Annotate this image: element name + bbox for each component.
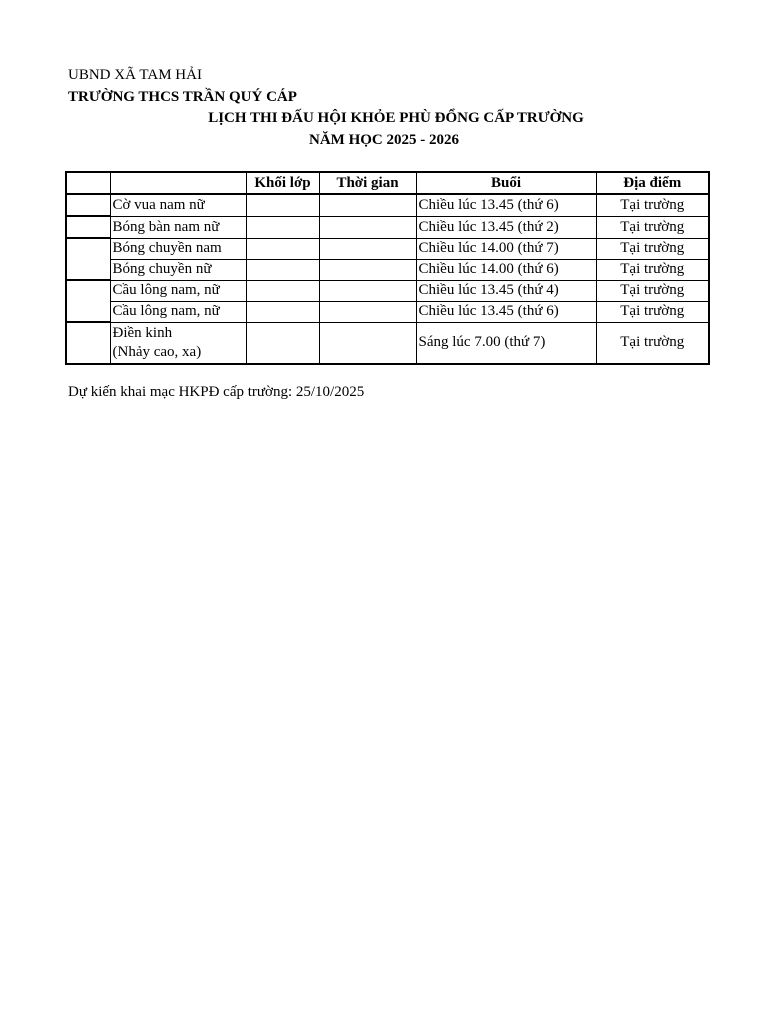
column-header-index bbox=[66, 172, 110, 194]
row-index-cell bbox=[66, 216, 110, 238]
table-row bbox=[66, 301, 709, 322]
column-header-event bbox=[110, 172, 246, 194]
grade-cell bbox=[246, 301, 319, 322]
session-cell: Chiều lúc 13.45 (thứ 2) bbox=[416, 216, 596, 238]
row-index-cell bbox=[66, 238, 110, 259]
event-cell: Bóng chuyền nam bbox=[110, 238, 246, 259]
session-cell: Chiều lúc 14.00 (thứ 6) bbox=[416, 259, 596, 280]
place-cell: Tại trường bbox=[596, 259, 709, 280]
table-row bbox=[66, 194, 709, 216]
column-header-session: Buổi bbox=[416, 172, 596, 194]
time-cell bbox=[319, 216, 416, 238]
session-cell: Sáng lúc 7.00 (thứ 7) bbox=[416, 322, 596, 364]
event-cell: Bóng bàn nam nữ bbox=[110, 216, 246, 238]
event-cell: Cầu lông nam, nữ bbox=[110, 301, 246, 322]
row-index-cell bbox=[66, 194, 110, 216]
place-cell: Tại trường bbox=[596, 216, 709, 238]
time-cell bbox=[319, 280, 416, 301]
grade-cell bbox=[246, 238, 319, 259]
organization-name: UBND XÃ TAM HẢI bbox=[68, 67, 202, 83]
time-cell bbox=[319, 238, 416, 259]
column-header-place: Địa điểm bbox=[596, 172, 709, 194]
row-index-cell bbox=[66, 280, 110, 301]
event-cell: Bóng chuyền nữ bbox=[110, 259, 246, 280]
place-cell: Tại trường bbox=[596, 322, 709, 364]
place-cell: Tại trường bbox=[596, 194, 709, 216]
event-name-line: Điền kinh bbox=[112, 324, 173, 341]
grade-cell bbox=[246, 216, 319, 238]
grade-cell bbox=[246, 322, 319, 364]
table-row bbox=[66, 238, 709, 259]
table-row bbox=[66, 259, 709, 280]
place-cell: Tại trường bbox=[596, 238, 709, 259]
session-cell: Chiều lúc 13.45 (thứ 6) bbox=[416, 194, 596, 216]
table-header-row bbox=[66, 172, 709, 194]
column-header-grade: Khối lớp bbox=[246, 172, 319, 194]
document-title: LỊCH THI ĐẤU HỘI KHỎE PHÙ ĐỔNG CẤP TRƯỜNG bbox=[208, 110, 584, 126]
opening-date-note: Dự kiến khai mạc HKPĐ cấp trường: 25/10/2025 bbox=[68, 384, 365, 400]
schedule-table bbox=[65, 171, 710, 365]
school-year: NĂM HỌC 2025 - 2026 bbox=[309, 132, 459, 148]
session-cell: Chiều lúc 14.00 (thứ 7) bbox=[416, 238, 596, 259]
place-cell: Tại trường bbox=[596, 301, 709, 322]
row-index-cell bbox=[66, 259, 110, 280]
grade-cell bbox=[246, 194, 319, 216]
grade-cell bbox=[246, 280, 319, 301]
session-cell: Chiều lúc 13.45 (thứ 6) bbox=[416, 301, 596, 322]
event-cell bbox=[110, 322, 246, 364]
place-cell: Tại trường bbox=[596, 280, 709, 301]
event-cell: Cờ vua nam nữ bbox=[110, 194, 246, 216]
time-cell bbox=[319, 322, 416, 364]
event-detail-line: (Nhảy cao, xa) bbox=[112, 343, 202, 360]
row-index-cell bbox=[66, 322, 110, 364]
table-row bbox=[66, 322, 709, 364]
session-cell: Chiều lúc 13.45 (thứ 4) bbox=[416, 280, 596, 301]
table-row bbox=[66, 280, 709, 301]
table-row bbox=[66, 216, 709, 238]
grade-cell bbox=[246, 259, 319, 280]
time-cell bbox=[319, 259, 416, 280]
school-name: TRƯỜNG THCS TRẦN QUÝ CÁP bbox=[68, 89, 297, 105]
column-header-time: Thời gian bbox=[319, 172, 416, 194]
row-index-cell bbox=[66, 301, 110, 322]
event-cell: Cầu lông nam, nữ bbox=[110, 280, 246, 301]
time-cell bbox=[319, 301, 416, 322]
time-cell bbox=[319, 194, 416, 216]
